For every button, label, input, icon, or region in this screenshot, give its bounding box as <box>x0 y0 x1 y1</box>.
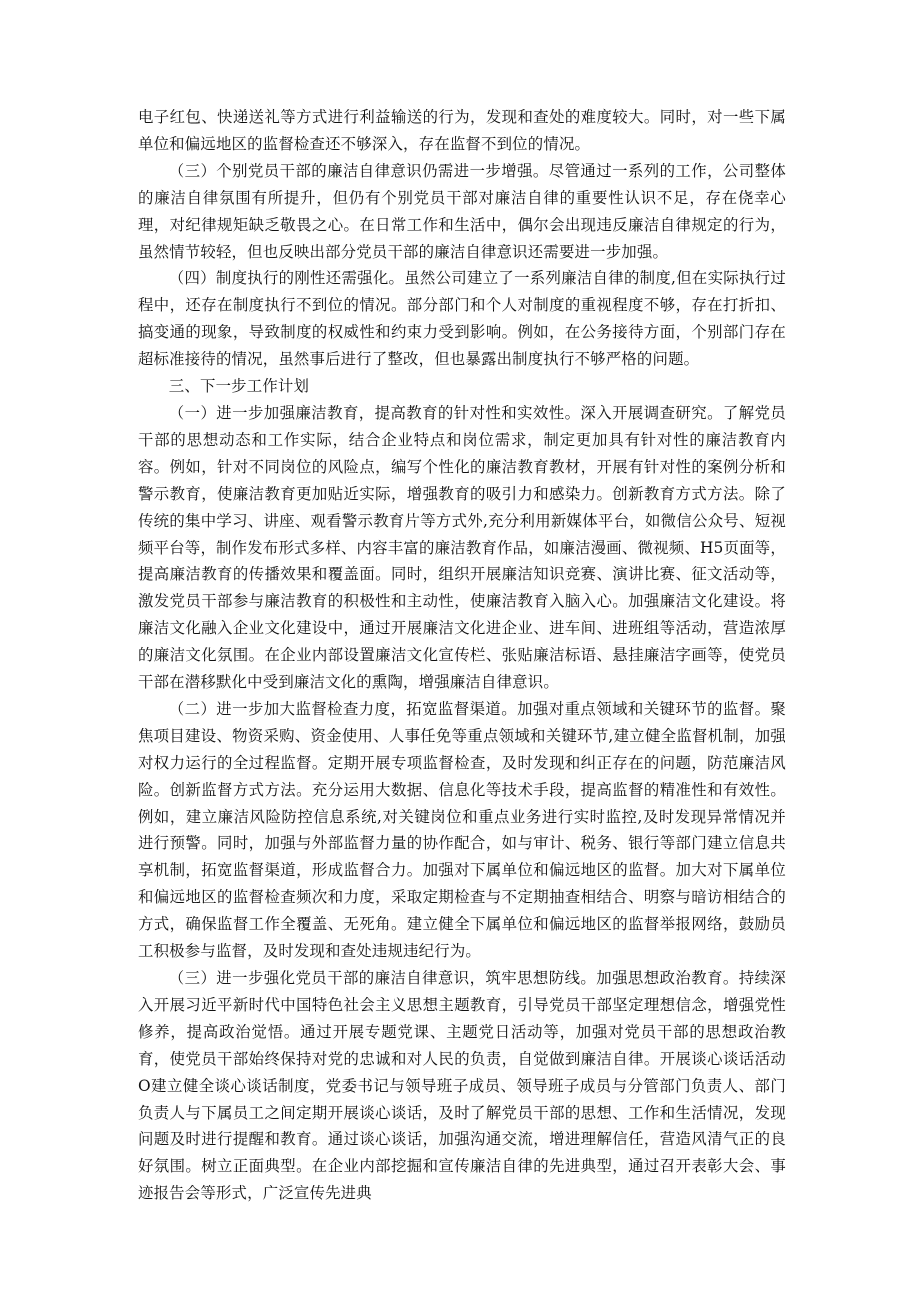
paragraph-continuation: 电子红包、快递送礼等方式进行利益输送的行为，发现和查处的难度较大。同时，对一些下属单位和偏远地区的监督检查还不够深入，存在监督不到位的情况。 <box>138 108 786 153</box>
paragraph-plan-2: （二）进一步加大监督检查力度，拓宽监督渠道。加强对重点领域和关键环节的监督。聚焦项目建设、物资采购、资金使用、人事任免等重点领域和关键环节,建立健全监督机制，加强对权力运行的全过程监督。定期开展专项监督检查，及时发现和纠正存在的问题，防范廉洁风险。创新监督方式方法。充分运用大数据、信息化等技术手段，提高监督的精准性和有效性。例如，建立廉洁风险防控信息系统,对关键岗位和重点业务进行实时监控,及时发现异常情况并进行预警。同时，加强与外部监督力量的协作配合，如与审计、税务、银行等部门建立信息共享机制，拓宽监督渠道，形成监督合力。加强对下属单位和偏远地区的监督。加大对下属单位和偏远地区的监督检查频次和力度，采取定期检查与不定期抽查相结合、明察与暗访相结合的方式，确保监督工作全覆盖、无死角。建立健全下属单位和偏远地区的监督举报网络，鼓励员工积极参与监督，及时发现和查处违规违纪行为。 <box>138 699 786 961</box>
paragraph-section-4: （四）制度执行的刚性还需强化。虽然公司建立了一系列廉洁自律的制度,但在实际执行过程中，还存在制度执行不到位的情况。部分部门和个人对制度的重视程度不够，存在打折扣、搞变通的现象，导致制度的权威性和约束力受到影响。例如，在公务接待方面，个别部门存在超标准接待的情况，虽然事后进行了整改，但也暴露出制度执行不够严格的问题。 <box>138 269 786 369</box>
paragraph-plan-1: （一）进一步加强廉洁教育，提高教育的针对性和实效性。深入开展调查研究。了解党员干部的思想动态和工作实际，结合企业特点和岗位需求，制定更加具有针对性的廉洁教育内容。例如，针对不同岗位的风险点，编写个性化的廉洁教育教材，开展有针对性的案例分析和警示教育，使廉洁教育更加贴近实际，增强教育的吸引力和感染力。创新教育方式方法。除了传统的集中学习、讲座、观看警示教育片等方式外,充分利用新媒体平台，如微信公众号、短视频平台等，制作发布形式多样、内容丰富的廉洁教育作品，如廉洁漫画、微视频、H5页面等，提高廉洁教育的传播效果和覆盖面。同时，组织开展廉洁知识竞赛、演讲比赛、征文活动等，激发党员干部参与廉洁教育的积极性和主动性，使廉洁教育入脑入心。加强廉洁文化建设。将廉洁文化融入企业文化建设中，通过开展廉洁文化进企业、进车间、进班组等活动，营造浓厚的廉洁文化氛围。在企业内部设置廉洁文化宣传栏、张贴廉洁标语、悬挂廉洁字画等，使党员干部在潜移默化中受到廉洁文化的熏陶，增强廉洁自律意识。 <box>138 403 786 692</box>
paragraph-plan-3: （三）进一步强化党员干部的廉洁自律意识，筑牢思想防线。加强思想政治教育。持续深入开展习近平新时代中国特色社会主义思想主题教育，引导党员干部坚定理想信念，增强党性修养，提高政治觉悟。通过开展专题党课、主题党日活动等，加强对党员干部的思想政治教育，使党员干部始终保持对党的忠诚和对人民的负责，自觉做到廉洁自律。开展谈心谈话活动O建立健全谈心谈话制度，党委书记与领导班子成员、领导班子成员与分管部门负责人、部门负责人与下属员工之间定期开展谈心谈话，及时了解党员干部的思想、工作和生活情况，发现问题及时进行提醒和教育。通过谈心谈话，加强沟通交流，增进理解信任，营造风清气正的良好氛围。树立正面典型。在企业内部挖掘和宣传廉洁自律的先进典型，通过召开表彰大会、事迹报告会等形式，广泛宣传先进典 <box>138 969 786 1203</box>
document-page <box>138 104 786 1207</box>
section-heading-next-plan: 三、下一步工作计划 <box>168 377 310 396</box>
paragraph-section-3: （三）个别党员干部的廉洁自律意识仍需进一步增强。尽管通过一系列的工作，公司整体的廉洁自律氛围有所提升，但仍有个别党员干部对廉洁自律的重要性认识不足，存在侥幸心理，对纪律规矩缺乏敬畏之心。在日常工作和生活中，偶尔会出现违反廉洁自律规定的行为，虽然情节较轻，但也反映出部分党员干部的廉洁自律意识还需要进一步加强。 <box>138 161 786 261</box>
